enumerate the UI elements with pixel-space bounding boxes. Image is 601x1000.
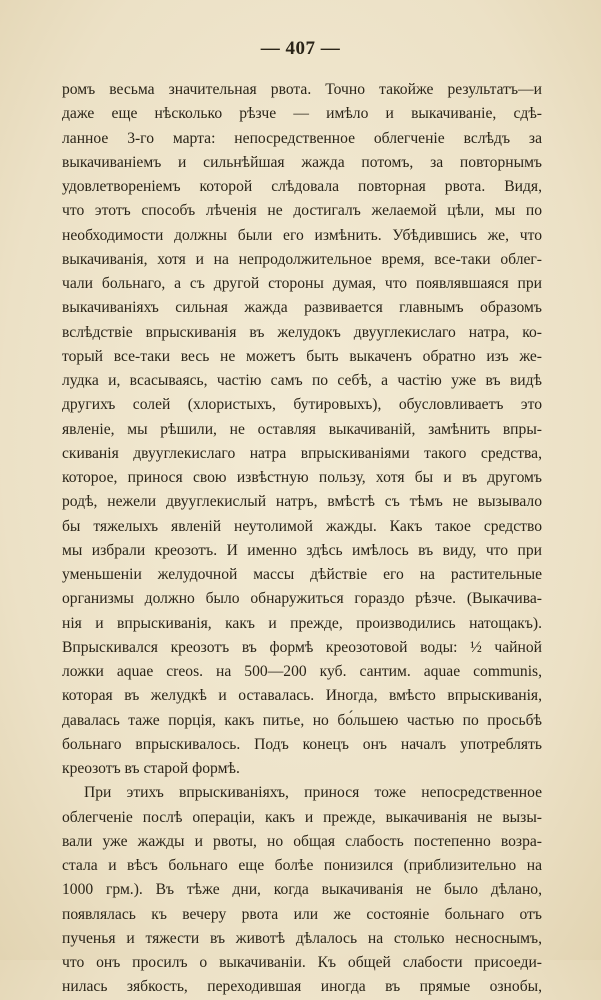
text-line: появлялась къ вечеру рвота или же состояніе больнаго отъ [62, 905, 542, 923]
text-line: чали больнаго, а съ другой стороны думая, что появлявшаяся при [62, 275, 542, 292]
text-line: скиванія двууглекислаго натра впрыскиваніями такого средства, [62, 444, 542, 462]
text-line: выкачиваніемъ и сильнѣйшая жажда потомъ, за повторнымъ [62, 153, 542, 171]
paragraph-end-line: креозотъ въ старой формѣ. [62, 760, 240, 777]
text-line: что этотъ способъ лѣченія не достигалъ желаемой цѣли, мы по [62, 202, 542, 220]
paragraph-start-line: При этихъ впрыскиваніяхъ, принося тоже непосредственное [84, 784, 542, 802]
text-line: необходимости должны были его измѣнить. Убѣдившись же, что [62, 226, 542, 244]
text-line: вслѣдствіе впрыскиванія въ желудокъ двууглекислаго натра, ко- [62, 323, 542, 341]
text-line: другихъ солей (хлористыхъ, бутировыхъ), обусловливаетъ это [62, 396, 542, 414]
text-line: вали уже жажды и рвоты, но общая слабость постепенно возра- [62, 832, 542, 850]
text-line: нія и впрыскиванія, какъ и прежде, производились натощакъ). [62, 614, 542, 632]
text-line: ланное 3-го марта: непосредственное облегченіе вслѣдъ за [62, 129, 542, 147]
text-line: торый все-таки весь не можетъ быть выкаченъ обратно изъ же- [62, 347, 542, 365]
text-line: мы избрали креозотъ. И именно здѣсь имѣлось въ виду, что при [62, 541, 542, 559]
text-line: давалась таже порція, какъ питье, но бо́льшею частью по просьбѣ [62, 711, 542, 729]
text-line: явленіе, мы рѣшили, не оставляя выкачиваній, замѣнить впры- [62, 420, 542, 438]
text-line: удовлетвореніемъ которой слѣдовала повторная рвота. Видя, [62, 178, 542, 195]
text-line: стала и вѣсъ больнаго еще болѣе понизился (приблизительно на [62, 857, 542, 874]
text-line: облегченіе послѣ операціи, какъ и прежде, выкачиванія не вызы- [62, 808, 542, 826]
text-line: которая въ желудкѣ и оставалась. Иногда, вмѣсто впрыскиванія, [62, 687, 542, 705]
text-line: которое, принося свою извѣстную пользу, хотя бы и въ другомъ [62, 469, 542, 486]
page-number: — 407 — [260, 38, 341, 59]
text-line: пученья и тяжести въ животѣ дѣлалось на столько несноснымъ, [62, 929, 542, 947]
text-line: 1000 грм.). Въ тѣже дни, когда выкачиванія не было дѣлано, [62, 881, 542, 899]
text-line: ромъ весьма значительная рвота. Точно такойже результатъ—и [62, 81, 542, 98]
text-line: что онъ просилъ о выкачиваніи. Къ общей слабости присоеди- [62, 954, 542, 971]
text-line: бы тяжелыхъ явленій неутолимой жажды. Какъ такое средство [62, 517, 542, 535]
text-line: больнаго впрыскивалось. Подъ конецъ онъ началъ употреблять [62, 735, 542, 753]
text-line: выкачиваніяхъ сильная жажда развивается главнымъ образомъ [62, 299, 542, 317]
text-line: организмы должно было обнаружиться гораздо рѣзче. (Выкачива- [62, 590, 542, 608]
text-line: даже еще нѣсколько рѣзче — имѣло и выкачиваніе, сдѣ- [62, 105, 542, 123]
text-line: ложки aquae creos. на 500—200 куб. сантим. aquae communis, [62, 663, 542, 680]
text-line: лудка и, всасываясь, частію самъ по себѣ, а частію уже въ видѣ [62, 372, 542, 389]
text-line: нилась зябкость, переходившая иногда въ прямые ознобы, [62, 978, 542, 996]
text-line: Впрыскивался креозотъ въ формѣ креозотовой воды: ½ чайной [62, 638, 542, 656]
text-line: родѣ, нежели двууглекислый натръ, вмѣстѣ съ тѣмъ не вызывало [62, 493, 542, 511]
body-text [62, 78, 542, 1000]
text-line: выкачиванія, хотя и на непродолжительное время, все-таки облег- [62, 250, 542, 268]
text-line: уменьшеніи желудочной массы дѣйствіе его на растительные [62, 566, 542, 583]
